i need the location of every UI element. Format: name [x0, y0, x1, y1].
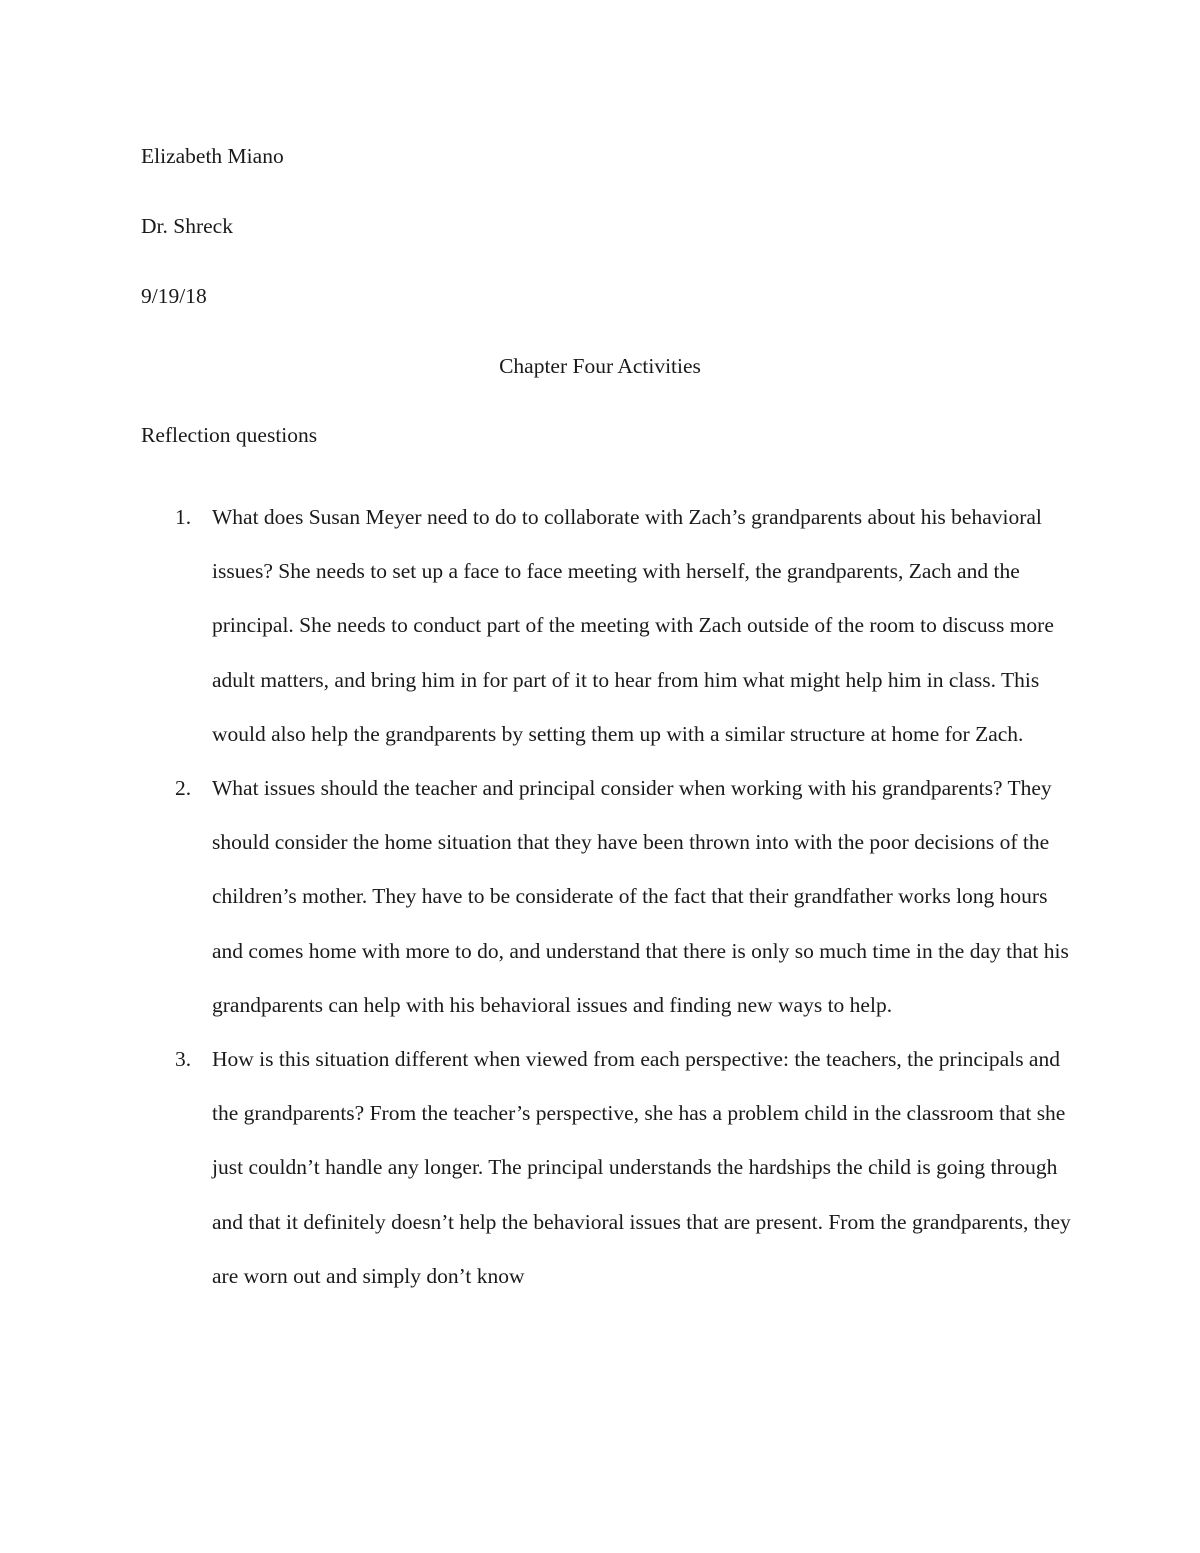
question-item-2 [0, 761, 1200, 1032]
question-text: What does Susan Meyer need to do to collaborate with Zach’s grandparents about his behavioral issues? She needs to set up a face to face meeting with herself, the grandparents, Zach and the principal. She needs to conduct part of the meeting with Zach outside of the room to discuss more adult matters, and bring him in for part of it to hear from him what might help him in class. This would also help the grandparents by setting them up with a similar structure at home for Zach. [212, 505, 1054, 746]
instructor-name: Dr. Shreck [141, 214, 233, 238]
question-text: How is this situation different when viewed from each perspective: the teachers, the principals and the grandparents? From the teacher’s perspective, she has a problem child in the classroom that she just couldn’t handle any longer. The principal understands the hardships the child is going through and that it definitely doesn’t help the behavioral issues that are present. From the grandparents, they are worn out and simply don’t know [212, 1047, 1071, 1288]
reflection-questions-list [0, 490, 1200, 1303]
question-item-1 [0, 490, 1200, 761]
document-date: 9/19/18 [141, 284, 207, 308]
question-text: What issues should the teacher and principal consider when working with his grandparents? They should consider the home situation that they have been thrown into with the poor decisions of the children’s mother. They have to be considerate of the fact that their grandfather works long hours and comes home with more to do, and understand that there is only so much time in the day that his grandparents can help with his behavioral issues and finding new ways to help. [212, 776, 1069, 1017]
section-heading: Reflection questions [141, 423, 318, 447]
question-number: 3. [175, 1047, 192, 1072]
question-number: 2. [175, 776, 192, 801]
student-name: Elizabeth Miano [141, 144, 284, 168]
document-title: Chapter Four Activities [499, 354, 701, 378]
question-item-3 [0, 1032, 1200, 1303]
question-number: 1. [175, 505, 192, 529]
